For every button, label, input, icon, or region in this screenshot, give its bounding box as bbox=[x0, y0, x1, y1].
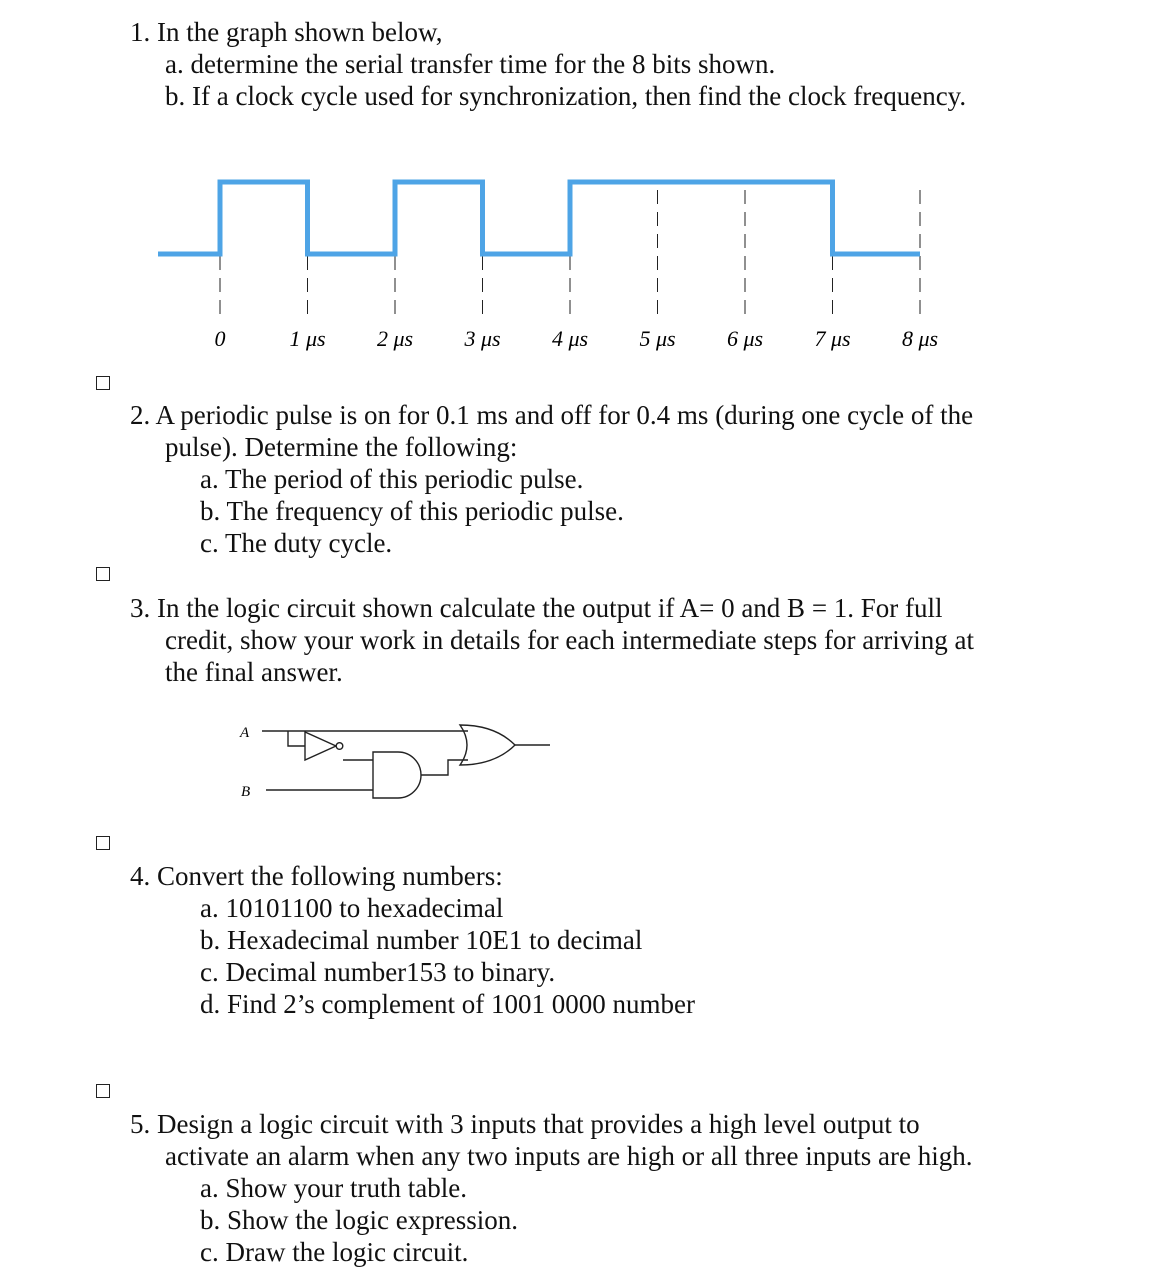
q2-intro-cont: pulse). Determine the following: bbox=[165, 432, 518, 462]
wire-and-out bbox=[421, 760, 468, 775]
q1-part-b: b. If a clock cycle used for synchronization, then find the clock frequency. bbox=[165, 81, 967, 111]
q5-intro-cont: activate an alarm when any two inputs are high or all three inputs are high. bbox=[165, 1141, 973, 1171]
q4-part-d: d. Find 2’s complement of 1001 0000 number bbox=[200, 989, 695, 1019]
waveform-tick-label: 1 μs bbox=[289, 326, 326, 351]
q2-part-b: b. The frequency of this periodic pulse. bbox=[200, 496, 624, 526]
waveform-tick-label: 5 μs bbox=[639, 326, 676, 351]
q4-intro: 4. Convert the following numbers: bbox=[130, 861, 503, 891]
q5-intro: 5. Design a logic circuit with 3 inputs that provides a high level output to bbox=[130, 1109, 920, 1139]
q3-checkbox[interactable] bbox=[96, 836, 110, 850]
q4-checkbox[interactable] bbox=[96, 1084, 110, 1098]
waveform-tick-label: 4 μs bbox=[551, 326, 589, 351]
wire-a-branch bbox=[288, 731, 305, 746]
q1-part-a: a. determine the serial transfer time for the 8 bits shown. bbox=[165, 49, 776, 79]
input-b-label: B bbox=[241, 784, 251, 800]
not-gate-bubble bbox=[336, 743, 343, 750]
waveform-tick-label: 8 μs bbox=[901, 326, 939, 351]
q4-part-a: a. 10101100 to hexadecimal bbox=[200, 893, 504, 923]
or-gate bbox=[460, 725, 515, 765]
q5-part-c: c. Draw the logic circuit. bbox=[200, 1237, 469, 1267]
q2-part-c: c. The duty cycle. bbox=[200, 528, 393, 558]
waveform-tick-label: 3 μs bbox=[464, 326, 501, 351]
waveform-tick-label: 6 μs bbox=[726, 326, 764, 351]
waveform-tick-label: 0 bbox=[214, 326, 226, 351]
and-gate bbox=[373, 752, 421, 798]
input-a-label: A bbox=[240, 725, 250, 741]
q2-intro: 2. A periodic pulse is on for 0.1 ms and off for 0.4 ms (during one cycle of the bbox=[130, 400, 974, 430]
q4-part-c: c. Decimal number153 to binary. bbox=[200, 957, 556, 987]
q4-part-b: b. Hexadecimal number 10E1 to decimal bbox=[200, 925, 643, 955]
q1-intro: 1. In the graph shown below, bbox=[130, 17, 443, 47]
q2-part-a: a. The period of this periodic pulse. bbox=[200, 464, 584, 494]
not-gate bbox=[305, 732, 336, 760]
q5-part-b: b. Show the logic expression. bbox=[200, 1205, 518, 1235]
q3-intro-cont-2: the final answer. bbox=[165, 657, 343, 687]
waveform-tick-label: 2 μs bbox=[376, 326, 414, 351]
q5-part-a: a. Show your truth table. bbox=[200, 1173, 467, 1203]
q3-intro-cont: credit, show your work in details for each intermediate steps for arriving at bbox=[165, 625, 974, 655]
q3-intro: 3. In the logic circuit shown calculate the output if A= 0 and B = 1. For full bbox=[130, 593, 943, 623]
waveform-tick-label: 7 μs bbox=[814, 326, 851, 351]
